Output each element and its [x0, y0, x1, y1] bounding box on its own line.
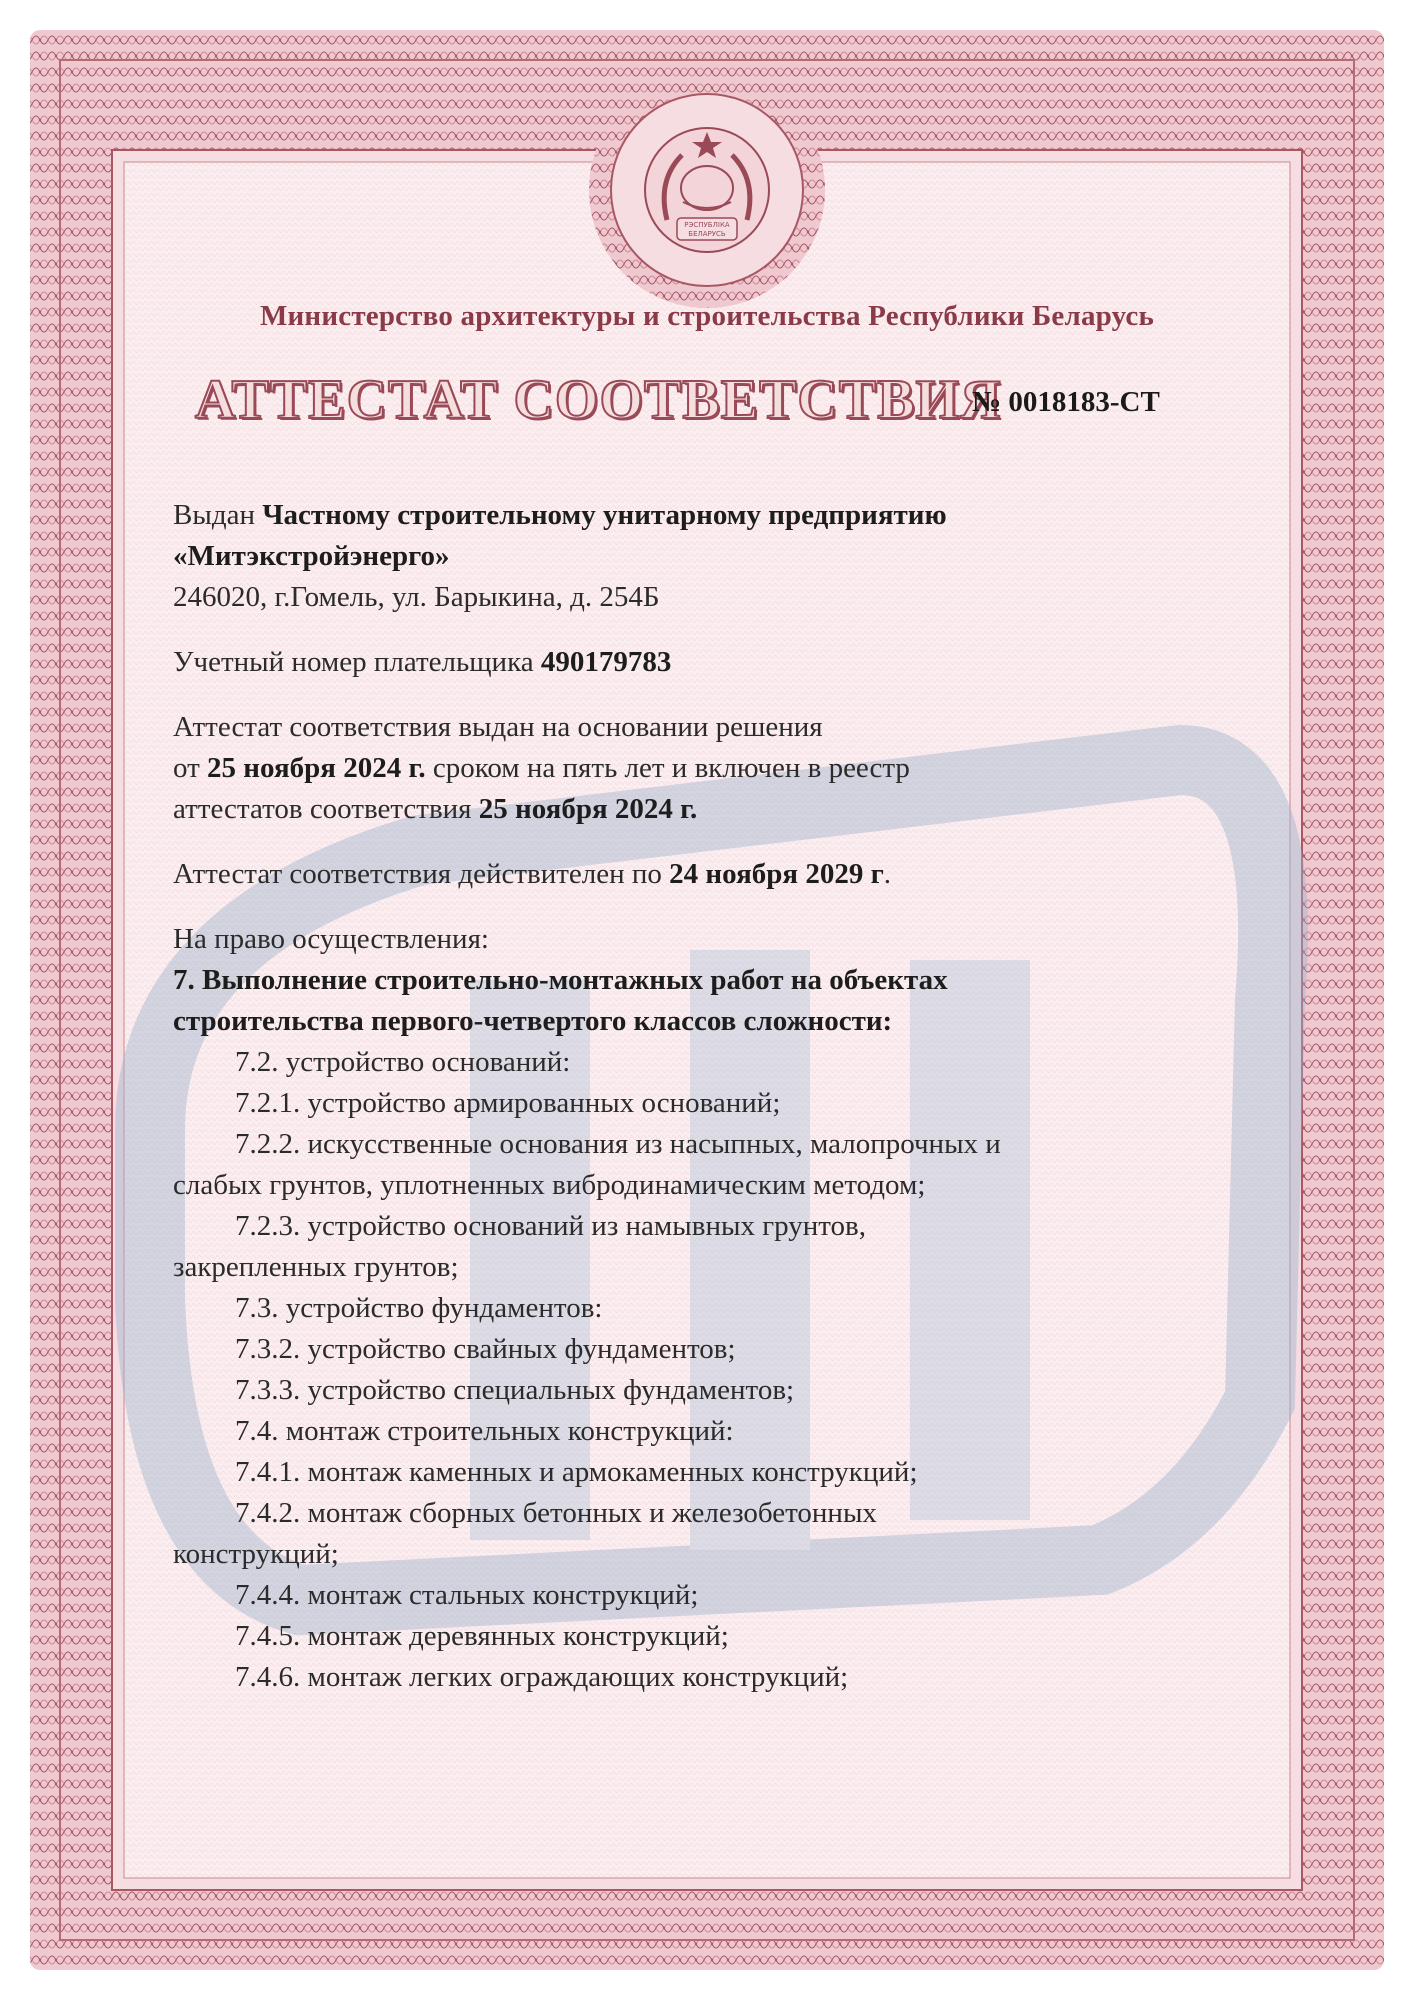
rights-item: 7.4. монтаж строительных конструкций:	[235, 1415, 734, 1447]
section-heading-line2: строительства первого-четвертого классов сложности:	[173, 1005, 893, 1037]
validity-date: 24 ноября 2029 г	[669, 858, 884, 890]
rights-item: 7.4.1. монтаж каменных и армокаменных конструкций;	[235, 1456, 918, 1488]
taxpayer-line	[173, 642, 1253, 683]
rights-item: 7.2.1. устройство армированных оснований;	[235, 1087, 781, 1119]
rights-item: 7.2. устройство оснований:	[235, 1046, 571, 1078]
basis-line2-rest: сроком на пять лет и включен в реестр	[432, 752, 910, 784]
org-address: 246020, г.Гомель, ул. Барыкина, д. 254Б	[173, 581, 660, 613]
emblem-label-1: РЭСПУБЛІКА	[684, 221, 730, 229]
rights-item-continuation: конструкций;	[173, 1538, 339, 1570]
rights-item: 7.3. устройство фундаментов:	[235, 1292, 603, 1324]
rights-item: 7.4.5. монтаж деревянных конструкций;	[235, 1620, 729, 1652]
issued-prefix: Выдан	[173, 499, 255, 531]
validity-line	[173, 854, 1253, 895]
emblem-icon	[627, 110, 787, 270]
document-title: АТТЕСТАТ СООТВЕТСТВИЯ	[195, 369, 1002, 431]
section-heading-line1: 7. Выполнение строительно-монтажных работ на объектах	[173, 964, 948, 996]
validity-suffix: .	[883, 858, 891, 890]
rights-item: 7.3.2. устройство свайных фундаментов;	[235, 1333, 736, 1365]
rights-item: 7.3.3. устройство специальных фундаментов;	[235, 1374, 795, 1406]
basis-line3	[173, 789, 1253, 830]
title-row	[195, 368, 1002, 432]
emblem-label-2: БЕЛАРУСЬ	[688, 230, 726, 238]
rights-item-continuation: слабых грунтов, уплотненных вибродинамическим методом;	[173, 1169, 926, 1201]
registry-date: 25 ноября 2024 г.	[478, 793, 698, 825]
basis-line1: Аттестат соответствия выдан на основании решения	[173, 711, 823, 743]
basis-line3-prefix: аттестатов соответствия	[173, 793, 472, 825]
taxpayer-value: 490179783	[540, 646, 672, 678]
certificate-body	[173, 495, 1253, 1698]
org-name-line1: Частному строительному унитарному предприятию	[262, 499, 947, 531]
decision-date: 25 ноября 2024 г.	[207, 752, 426, 784]
rights-item: 7.4.4. монтаж стальных конструкций;	[235, 1579, 699, 1611]
org-name-line2: «Митэкстройэнерго»	[173, 540, 450, 572]
rights-intro: На право осуществления:	[173, 923, 489, 955]
issued-line	[173, 495, 1253, 536]
basis-from: от	[173, 752, 200, 784]
taxpayer-label: Учетный номер плательщика	[173, 646, 534, 678]
validity-prefix: Аттестат соответствия действителен по	[173, 858, 662, 890]
rights-item: 7.4.2. монтаж сборных бетонных и железобетонных	[235, 1497, 877, 1529]
rights-list	[173, 1042, 1253, 1698]
certificate-number: № 0018183-СТ	[972, 386, 1160, 418]
rights-item: 7.2.2. искусственные основания из насыпных, малопрочных и	[235, 1128, 1001, 1160]
basis-line2	[173, 748, 1253, 789]
rights-item-continuation: закрепленных грунтов;	[173, 1251, 459, 1283]
rights-item: 7.4.6. монтаж легких ограждающих конструкций;	[235, 1661, 849, 1693]
rights-item: 7.2.3. устройство оснований из намывных грунтов,	[235, 1210, 866, 1242]
ministry-heading: Министерство архитектуры и строительства Республики Беларусь	[259, 300, 1155, 332]
